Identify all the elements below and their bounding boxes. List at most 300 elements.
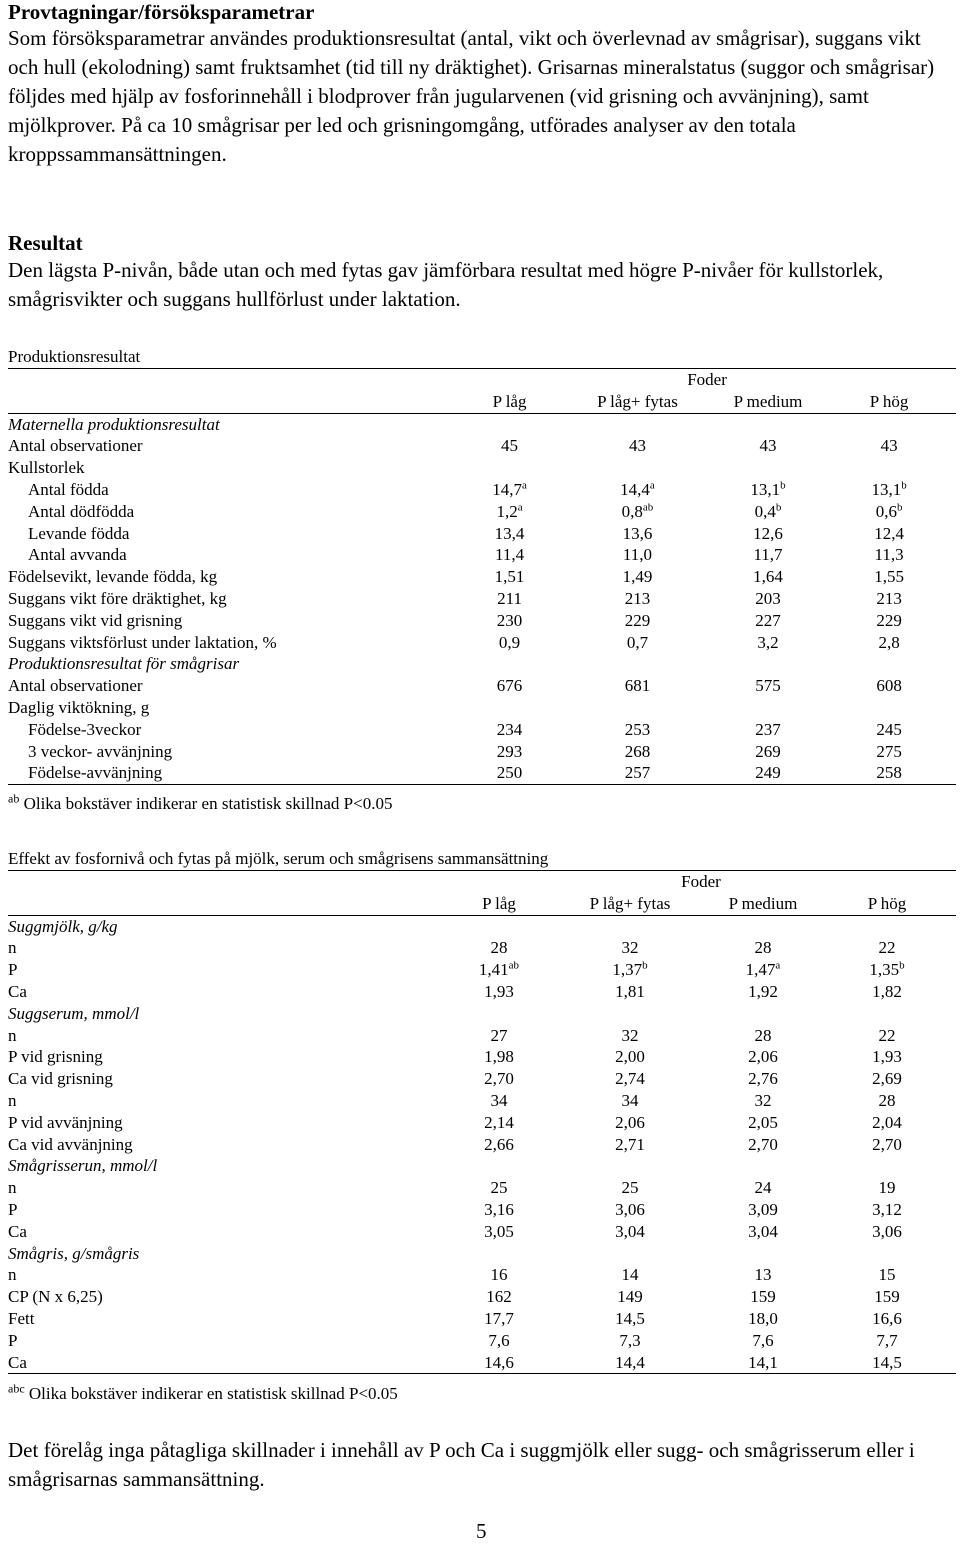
table-cell (561, 544, 714, 566)
cell-value: 1,64 (753, 567, 783, 587)
row-label: Antal avvanda (28, 545, 127, 565)
cell-value: 13,1 (750, 479, 781, 499)
cell-value: 3,04 (748, 1221, 778, 1241)
table-cell (818, 1330, 956, 1352)
table-row (8, 1177, 956, 1199)
row-label: P vid avvänjning (8, 1112, 123, 1132)
significance-mark: ab (642, 501, 654, 514)
cell-value: 1,93 (872, 1047, 902, 1067)
table-cell (708, 1352, 818, 1374)
table-cell (552, 1308, 708, 1330)
table-row (8, 435, 956, 457)
cell-value: 12,6 (753, 523, 783, 543)
table-cell (446, 1046, 552, 1068)
table-cell (446, 981, 552, 1003)
table-row (8, 457, 956, 479)
table-cell (818, 1068, 956, 1090)
cell-value: 676 (496, 676, 523, 696)
table-cell (552, 1112, 708, 1134)
cell-value: 250 (496, 763, 523, 783)
row-label: Produktionsresultat för smågrisar (8, 654, 240, 674)
cell-value: 3,06 (872, 1221, 902, 1241)
table-cell (818, 1090, 956, 1112)
row-label: Fett (8, 1308, 35, 1328)
table-cell (714, 610, 822, 632)
cell-value: 3,12 (872, 1199, 902, 1219)
cell-value: 24 (754, 1178, 772, 1198)
table-cell (446, 1134, 552, 1156)
table-cell (446, 1308, 552, 1330)
table-cell (458, 632, 561, 654)
table-cell (822, 413, 956, 435)
table-cell (714, 457, 822, 479)
table-cell (708, 1199, 818, 1221)
cell-value: 14,4 (615, 1352, 645, 1372)
cell-value: 13,4 (494, 523, 525, 543)
table-cell (552, 1330, 708, 1352)
table-cell (708, 1243, 818, 1265)
cell-value: 7,6 (488, 1330, 510, 1350)
row-label: n (8, 1090, 17, 1110)
cell-value: 14 (621, 1265, 639, 1285)
table-row (8, 1330, 956, 1352)
significance-mark: a (517, 501, 523, 514)
cell-value: 608 (876, 676, 902, 696)
cell-value: 237 (755, 719, 781, 739)
table-cell (822, 435, 956, 457)
table-cell (822, 675, 956, 697)
table-cell (818, 1046, 956, 1068)
header-blank (8, 871, 446, 893)
table-cell (818, 937, 956, 959)
cell-value: 268 (624, 741, 651, 761)
cell-value: 257 (624, 763, 651, 783)
table-cell (822, 479, 956, 501)
row-label: Antal dödfödda (28, 501, 135, 521)
table-cell (714, 741, 822, 763)
table-cell (818, 1025, 956, 1047)
table-cell (714, 566, 822, 588)
table-cell (818, 981, 956, 1003)
column-header: P låg+ fytas (589, 893, 671, 913)
table-cell (552, 1003, 708, 1025)
row-label: Suggmjölk, g/kg (8, 916, 118, 936)
table2-footnote-text: Olika bokstäver indikerar en statistisk skillnad P<0.05 (24, 1384, 398, 1403)
cell-value: 258 (876, 763, 902, 783)
table-row (8, 1199, 956, 1221)
row-label: Maternella produktionsresultat (8, 414, 220, 434)
table-cell (822, 457, 956, 479)
table-cell (561, 719, 714, 741)
table-cell (708, 1068, 818, 1090)
table-row (8, 1221, 956, 1243)
row-label: Födelse-avvänjning (28, 763, 163, 783)
table-row (8, 719, 956, 741)
table-cell (458, 544, 561, 566)
significance-mark: b (780, 479, 786, 492)
table-cell (714, 675, 822, 697)
significance-mark: a (649, 479, 655, 492)
table-cell (714, 719, 822, 741)
cell-value: 14,4 (620, 479, 650, 499)
cell-value: 28 (754, 1025, 772, 1045)
cell-value: 13 (754, 1265, 772, 1285)
table-cell (822, 566, 956, 588)
row-label: n (8, 1178, 17, 1198)
table-row (8, 588, 956, 610)
cell-value: 0,4 (754, 501, 776, 521)
table-cell (446, 1221, 552, 1243)
column-header: P hög (869, 391, 909, 411)
table-cell (818, 1155, 956, 1177)
header-blank (8, 893, 446, 915)
table-cell (714, 588, 822, 610)
table-cell (561, 610, 714, 632)
section-title-sampling: Provtagningar/försöksparametrar (8, 0, 315, 24)
table-cell (822, 544, 956, 566)
cell-value: 18,0 (748, 1308, 778, 1328)
cell-value: 34 (621, 1090, 639, 1110)
row-label: Kullstorlek (8, 458, 85, 478)
cell-value: 7,3 (619, 1330, 641, 1350)
cell-value: 45 (501, 436, 519, 456)
table-cell (561, 435, 714, 457)
cell-value: 0,8 (621, 501, 643, 521)
row-label: Ca (8, 981, 27, 1001)
table-row (8, 675, 956, 697)
table-cell (822, 719, 956, 741)
cell-value: 32 (754, 1090, 772, 1110)
significance-mark: b (896, 501, 903, 514)
table-cell (561, 632, 714, 654)
table-cell (561, 566, 714, 588)
table-cell (822, 588, 956, 610)
table-cell (458, 413, 561, 435)
cell-value: 1,93 (484, 981, 514, 1001)
cell-value: 13,1 (871, 479, 902, 499)
table-cell (714, 697, 822, 719)
cell-value: 28 (754, 938, 772, 958)
significance-mark: a (775, 959, 781, 972)
table-cell (708, 1286, 818, 1308)
cell-value: 1,51 (494, 567, 525, 587)
row-label: CP (N x 6,25) (8, 1287, 103, 1307)
table-cell (446, 915, 552, 937)
table-cell (822, 697, 956, 719)
column-header: P låg (482, 893, 516, 913)
row-label: P (8, 1330, 18, 1350)
table-row (8, 1286, 956, 1308)
cell-value: 275 (876, 741, 902, 761)
cell-value: 1,2 (496, 501, 518, 521)
row-label: n (8, 938, 17, 958)
cell-value: 0,9 (498, 632, 521, 652)
table-cell (458, 762, 561, 784)
table-cell (818, 1286, 956, 1308)
cell-value: 2,06 (615, 1112, 645, 1132)
cell-value: 17,7 (484, 1308, 514, 1328)
significance-mark: b (775, 501, 782, 514)
table-cell (708, 937, 818, 959)
table-cell (561, 479, 714, 501)
table-cell (446, 1330, 552, 1352)
cell-value: 293 (496, 741, 523, 761)
table-cell (708, 981, 818, 1003)
table-cell (561, 697, 714, 719)
table-cell (446, 937, 552, 959)
table-cell (561, 501, 714, 523)
table-cell (446, 1352, 552, 1374)
table-cell (818, 1199, 956, 1221)
table-cell (708, 1046, 818, 1068)
table-cell (458, 653, 561, 675)
cell-value: 16 (490, 1265, 508, 1285)
table-cell (446, 1068, 552, 1090)
cell-value: 227 (755, 610, 781, 630)
cell-value: 2,8 (878, 632, 900, 652)
table-cell (714, 523, 822, 545)
cell-value: 3,04 (615, 1221, 645, 1241)
cell-value: 11,0 (622, 545, 653, 565)
table-cell (561, 675, 714, 697)
table1-caption: Produktionsresultat (8, 347, 141, 366)
cell-value: 1,37 (612, 960, 643, 980)
cell-value: 22 (878, 938, 896, 958)
row-label: Daglig viktökning, g (8, 697, 150, 717)
table-cell (561, 588, 714, 610)
cell-value: 1,92 (748, 981, 778, 1001)
table-cell (708, 1112, 818, 1134)
table-cell (708, 1308, 818, 1330)
table-cell (552, 959, 708, 981)
cell-value: 11,7 (753, 545, 783, 565)
table-cell (708, 1134, 818, 1156)
table-row (8, 1243, 956, 1265)
cell-value: 1,47 (745, 960, 776, 980)
row-label: Suggserum, mmol/l (8, 1003, 140, 1023)
table-cell (822, 610, 956, 632)
table-cell (552, 1221, 708, 1243)
table-cell (818, 915, 956, 937)
table-cell (552, 1155, 708, 1177)
cell-value: 2,70 (484, 1069, 514, 1089)
cell-value: 0,7 (626, 632, 649, 652)
cell-value: 2,66 (484, 1134, 514, 1154)
row-label: Antal observationer (8, 676, 143, 696)
table-row (8, 762, 956, 784)
cell-value: 1,82 (872, 981, 902, 1001)
row-label: Ca (8, 1352, 27, 1372)
table-cell (458, 610, 561, 632)
table-cell (458, 719, 561, 741)
cell-value: 159 (874, 1287, 900, 1307)
table-cell (552, 1199, 708, 1221)
table-row (8, 566, 956, 588)
row-label: P (8, 960, 18, 980)
table-row (8, 1308, 956, 1330)
header-blank (8, 391, 458, 413)
significance-mark: b (642, 959, 648, 972)
cell-value: 681 (624, 676, 651, 696)
table-cell (818, 1308, 956, 1330)
table-cell (561, 653, 714, 675)
table-cell (458, 523, 561, 545)
table-cell (714, 544, 822, 566)
cell-value: 3,06 (615, 1199, 645, 1219)
table-cell (552, 981, 708, 1003)
table-row (8, 981, 956, 1003)
row-label: n (8, 1265, 17, 1285)
column-header: P medium (733, 391, 803, 411)
table-row (8, 523, 956, 545)
row-label: Ca (8, 1221, 27, 1241)
cell-value: 2,74 (615, 1069, 645, 1089)
group-header: Foder (687, 370, 727, 389)
table-cell (446, 1177, 552, 1199)
row-label: Antal födda (28, 479, 109, 499)
table-cell (552, 937, 708, 959)
table-cell (458, 675, 561, 697)
table-cell (714, 413, 822, 435)
row-label: Födelse-3veckor (28, 719, 142, 739)
table-cell (822, 741, 956, 763)
cell-value: 28 (878, 1090, 896, 1110)
table-cell (561, 741, 714, 763)
table2-caption: Effekt av fosfornivå och fytas på mjölk, serum och smågrisens sammansättning (8, 849, 549, 868)
row-label: Ca vid grisning (8, 1069, 113, 1089)
cell-value: 2,05 (748, 1112, 778, 1132)
table1-footnote (8, 791, 393, 814)
table-row (8, 413, 956, 435)
table-cell (561, 523, 714, 545)
cell-value: 229 (624, 610, 651, 630)
table-cell (818, 959, 956, 981)
cell-value: 14,6 (484, 1352, 514, 1372)
cell-value: 2,70 (748, 1134, 778, 1154)
cell-value: 25 (621, 1178, 639, 1198)
row-label: Smågris, g/smågris (8, 1243, 140, 1263)
cell-value: 2,04 (872, 1112, 902, 1132)
table-cell (446, 1025, 552, 1047)
table-row (8, 1352, 956, 1374)
cell-value: 19 (878, 1178, 896, 1198)
table-cell (458, 566, 561, 588)
cell-value: 211 (497, 588, 522, 608)
row-label: Smågrisserun, mmol/l (8, 1156, 158, 1176)
cell-value: 2,00 (615, 1047, 645, 1067)
cell-value: 28 (490, 938, 508, 958)
table-cell (818, 1112, 956, 1134)
table-cell (714, 501, 822, 523)
table-cell (446, 1003, 552, 1025)
table-cell (561, 762, 714, 784)
table-cell (458, 588, 561, 610)
table-cell (552, 1068, 708, 1090)
cell-value: 7,7 (876, 1330, 898, 1350)
table-row (8, 937, 956, 959)
table-cell (822, 653, 956, 675)
table-cell (552, 1046, 708, 1068)
cell-value: 22 (878, 1025, 896, 1045)
cell-value: 11,3 (874, 545, 904, 565)
cell-value: 3,09 (748, 1199, 778, 1219)
table-cell (561, 413, 714, 435)
table-cell (552, 1025, 708, 1047)
table-cell (458, 741, 561, 763)
table-cell (446, 959, 552, 981)
section-title-results: Resultat (8, 231, 83, 255)
cell-value: 1,49 (622, 567, 653, 587)
table-row (8, 1003, 956, 1025)
table-cell (446, 1090, 552, 1112)
cell-value: 213 (624, 588, 651, 608)
table-cell (552, 915, 708, 937)
column-header: P låg (492, 391, 527, 411)
table-cell (446, 1155, 552, 1177)
column-header: P medium (728, 893, 798, 913)
cell-value: 229 (876, 610, 902, 630)
row-label: Suggans vikt vid grisning (8, 610, 183, 630)
table-cell (714, 479, 822, 501)
table1-footnote-mark: ab (8, 791, 20, 806)
cell-value: 2,70 (872, 1134, 902, 1154)
table-cell (714, 632, 822, 654)
table-cell (552, 1286, 708, 1308)
row-label: Ca vid avvänjning (8, 1134, 133, 1154)
table-cell (446, 1112, 552, 1134)
table-cell (818, 1243, 956, 1265)
cell-value: 14,7 (492, 479, 522, 499)
cell-value: 14,5 (872, 1352, 902, 1372)
table-cell (818, 1003, 956, 1025)
row-label: P (8, 1199, 18, 1219)
table-cell (708, 1264, 818, 1286)
row-label: 3 veckor- avvänjning (28, 741, 173, 761)
table-cell (708, 1003, 818, 1025)
table-cell (552, 1177, 708, 1199)
row-label: n (8, 1025, 17, 1045)
table-cell (822, 523, 956, 545)
cell-value: 249 (755, 763, 781, 783)
table-cell (708, 1025, 818, 1047)
cell-value: 2,14 (484, 1112, 514, 1132)
table-cell (818, 1221, 956, 1243)
table-row (8, 1025, 956, 1047)
cell-value: 43 (759, 436, 777, 456)
cell-value: 575 (755, 676, 781, 696)
closing-paragraph: Det förelåg inga påtagliga skillnader i innehåll av P och Ca i suggmjölk eller sugg- och smågrisserum eller i smågrisarnas sammansättning. (8, 1438, 915, 1491)
table-cell (446, 1286, 552, 1308)
cell-value: 14,5 (615, 1308, 645, 1328)
cell-value: 234 (496, 719, 523, 739)
cell-value: 253 (624, 719, 651, 739)
group-header: Foder (681, 872, 721, 891)
table-cell (458, 479, 561, 501)
cell-value: 2,76 (748, 1069, 778, 1089)
cell-value: 13,6 (622, 523, 653, 543)
table-cell (708, 1330, 818, 1352)
table-cell (818, 1264, 956, 1286)
table-cell (708, 1155, 818, 1177)
table-row (8, 479, 956, 501)
cell-value: 3,16 (484, 1199, 514, 1219)
header-blank (8, 369, 458, 391)
table-cell (446, 1264, 552, 1286)
table-cell (714, 653, 822, 675)
table-cell (822, 762, 956, 784)
cell-value: 3,05 (484, 1221, 514, 1241)
table-cell (708, 1177, 818, 1199)
